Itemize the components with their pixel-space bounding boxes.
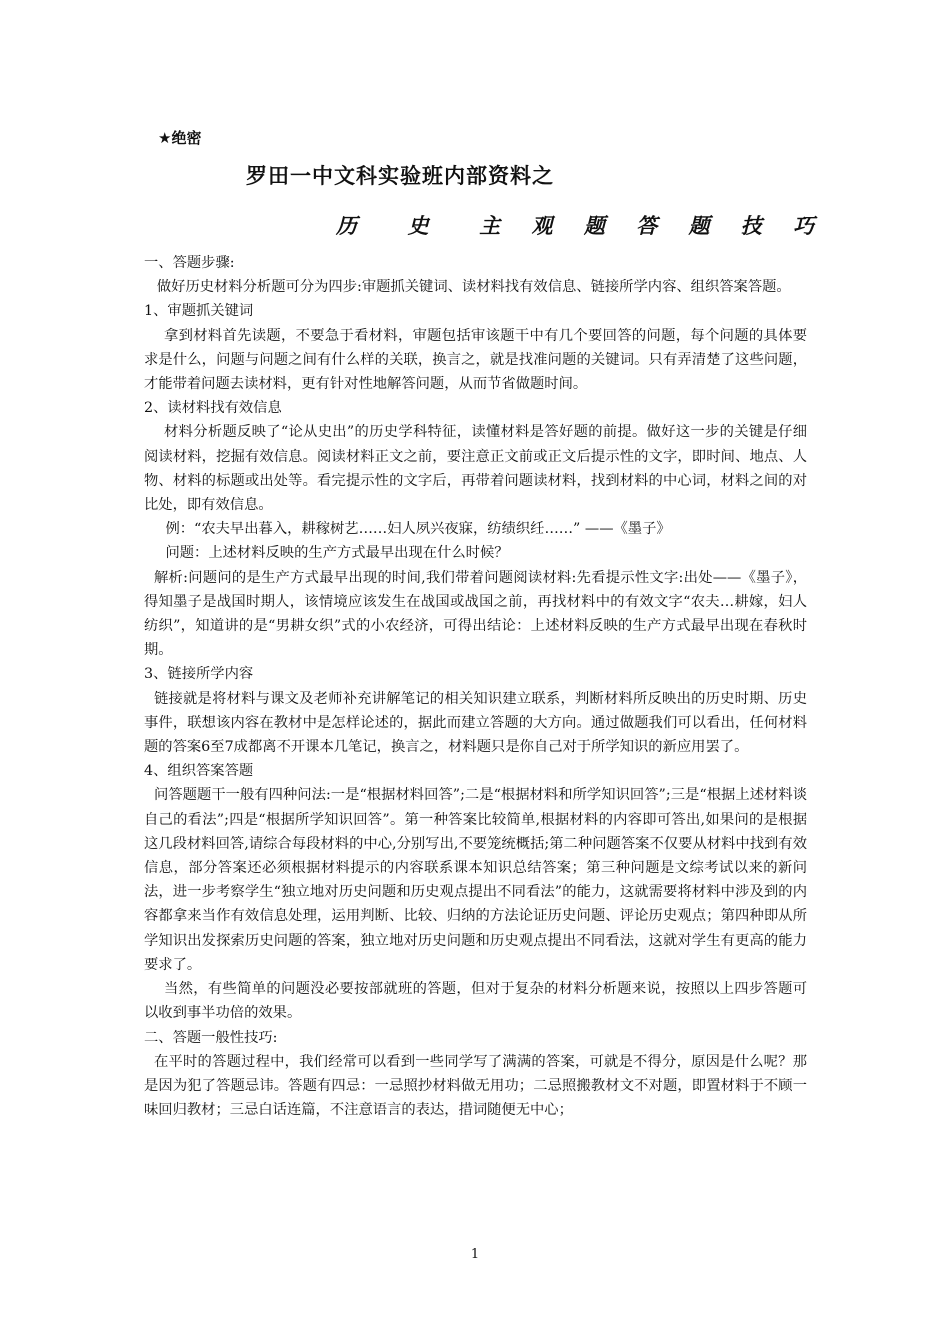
document-title: 罗田一中文科实验班内部资料之 xyxy=(246,164,554,188)
example-analysis: 解析:问题问的是生产方式最早出现的时间,我们带着问题阅读材料:先看提示性文字:出处——《墨子》，得知墨子是战国时期人，该情境应该发生在战国或战国之前，再找材料中的有效文字“农夫…耕嫁，妇人纺织”，知道讲的是“男耕女织”式的小农经济，可得出结论：上述材料反映的生产方式最早出现在春秋时期。 xyxy=(144,569,807,659)
section-heading: 2、读材料找有效信息 xyxy=(144,400,282,417)
secret-mark: ★绝密 xyxy=(158,129,202,147)
paragraph: 当然，有些简单的问题没必要按部就班的答题，但对于复杂的材料分析题来说，按照以上四步答题可以收到事半功倍的效果。 xyxy=(144,981,807,1022)
section-heading: 二、答题一般性技巧: xyxy=(144,1029,278,1046)
section-heading: 1、审题抓关键词 xyxy=(144,303,254,320)
paragraph: 问答题题干一般有四种问法:一是“根据材料回答”;二是“根据材料和所学知识回答”;三是“根据上述材料谈自己的看法”;四是“根据所学知识回答”。第一种答案比较简单,根据材料的内容即可答出,如果问的是根据这几段材料回答,请综合每段材料的中心,分别写出,不要笼统概括;第二种问题答案不仅要从材料中找到有效信息，部分答案还必须根据材料提示的内容联系课本知识总结答案；第三种问题是文综考试以来的新问法，进一步考察学生“独立地对历史问题和历史观点提出不同看法”的能力，这就需要将材料中涉及到的内容都拿来当作有效信息处理，运用判断、比较、归纳的方法论证历史问题、评论历史观点；第四种即从所学知识出发探索历史问题的答案，独立地对历史问题和历史观点提出不同看法，这就对学生有更高的能力要求了。 xyxy=(144,787,807,973)
section-heading: 一、答题步骤: xyxy=(144,255,235,271)
page-number: 1 xyxy=(470,1247,480,1262)
section-heading: 3、链接所学内容 xyxy=(144,666,254,683)
section-heading: 4、组织答案答题 xyxy=(144,763,254,780)
paragraph: 拿到材料首先读题，不要急于看材料，审题包括审该题干中有几个要回答的问题，每个问题的具体要求是什么，问题与问题之间有什么样的关联，换言之，就是找准问题的关键词。只有弄清楚了这些问题，才能带着问题去读材料，更有针对性地解答问题，从而节省做题时间。 xyxy=(144,327,807,393)
paragraph: 材料分析题反映了“论从史出”的历史学科特征，读懂材料是答好题的前提。做好这一步的关键是仔细阅读材料，挖掘有效信息。阅读材料正文之前，要注意正文前或正文后提示性的文字，即时间、地点、人物、材料的标题或出处等。看完提示性的文字后，再带着问题读材料，找到材料的中心词，材料之间的对比处，即有效信息。 xyxy=(144,424,807,514)
paragraph: 链接就是将材料与课文及老师补充讲解笔记的相关知识建立联系，判断材料所反映出的历史时期、历史事件，联想该内容在教材中是怎样论述的，据此而建立答题的大方向。通过做题我们可以看出，任何材料题的答案6至7成都离不开课本几笔记，换言之，材料题只是你自己对于所学知识的新应用罢了。 xyxy=(144,690,807,756)
example-quote: 例：“农夫早出暮入，耕稼树艺……妇人夙兴夜寐，纺绩织纴……” ——《墨子》 xyxy=(165,521,671,538)
example-question: 问题：上述材料反映的生产方式最早出现在什么时候？ xyxy=(165,545,509,562)
document-body xyxy=(144,251,807,1122)
document-subtitle: 历 史 主 观 题 答 题 技 巧 xyxy=(336,213,827,238)
paragraph: 做好历史材料分析题可分为四步:审题抓关键词、读材料找有效信息、链接所学内容、组织答案答题。 xyxy=(156,279,791,296)
paragraph: 在平时的答题过程中，我们经常可以看到一些同学写了满满的答案，可就是不得分，原因是什么呢？那是因为犯了答题忌讳。答题有四忌：一忌照抄材料做无用功；二忌照搬教材文不对题，即置材料于不顾一味回归教材；三忌白话连篇，不注意语言的表达，措词随便无中心； xyxy=(144,1053,807,1119)
